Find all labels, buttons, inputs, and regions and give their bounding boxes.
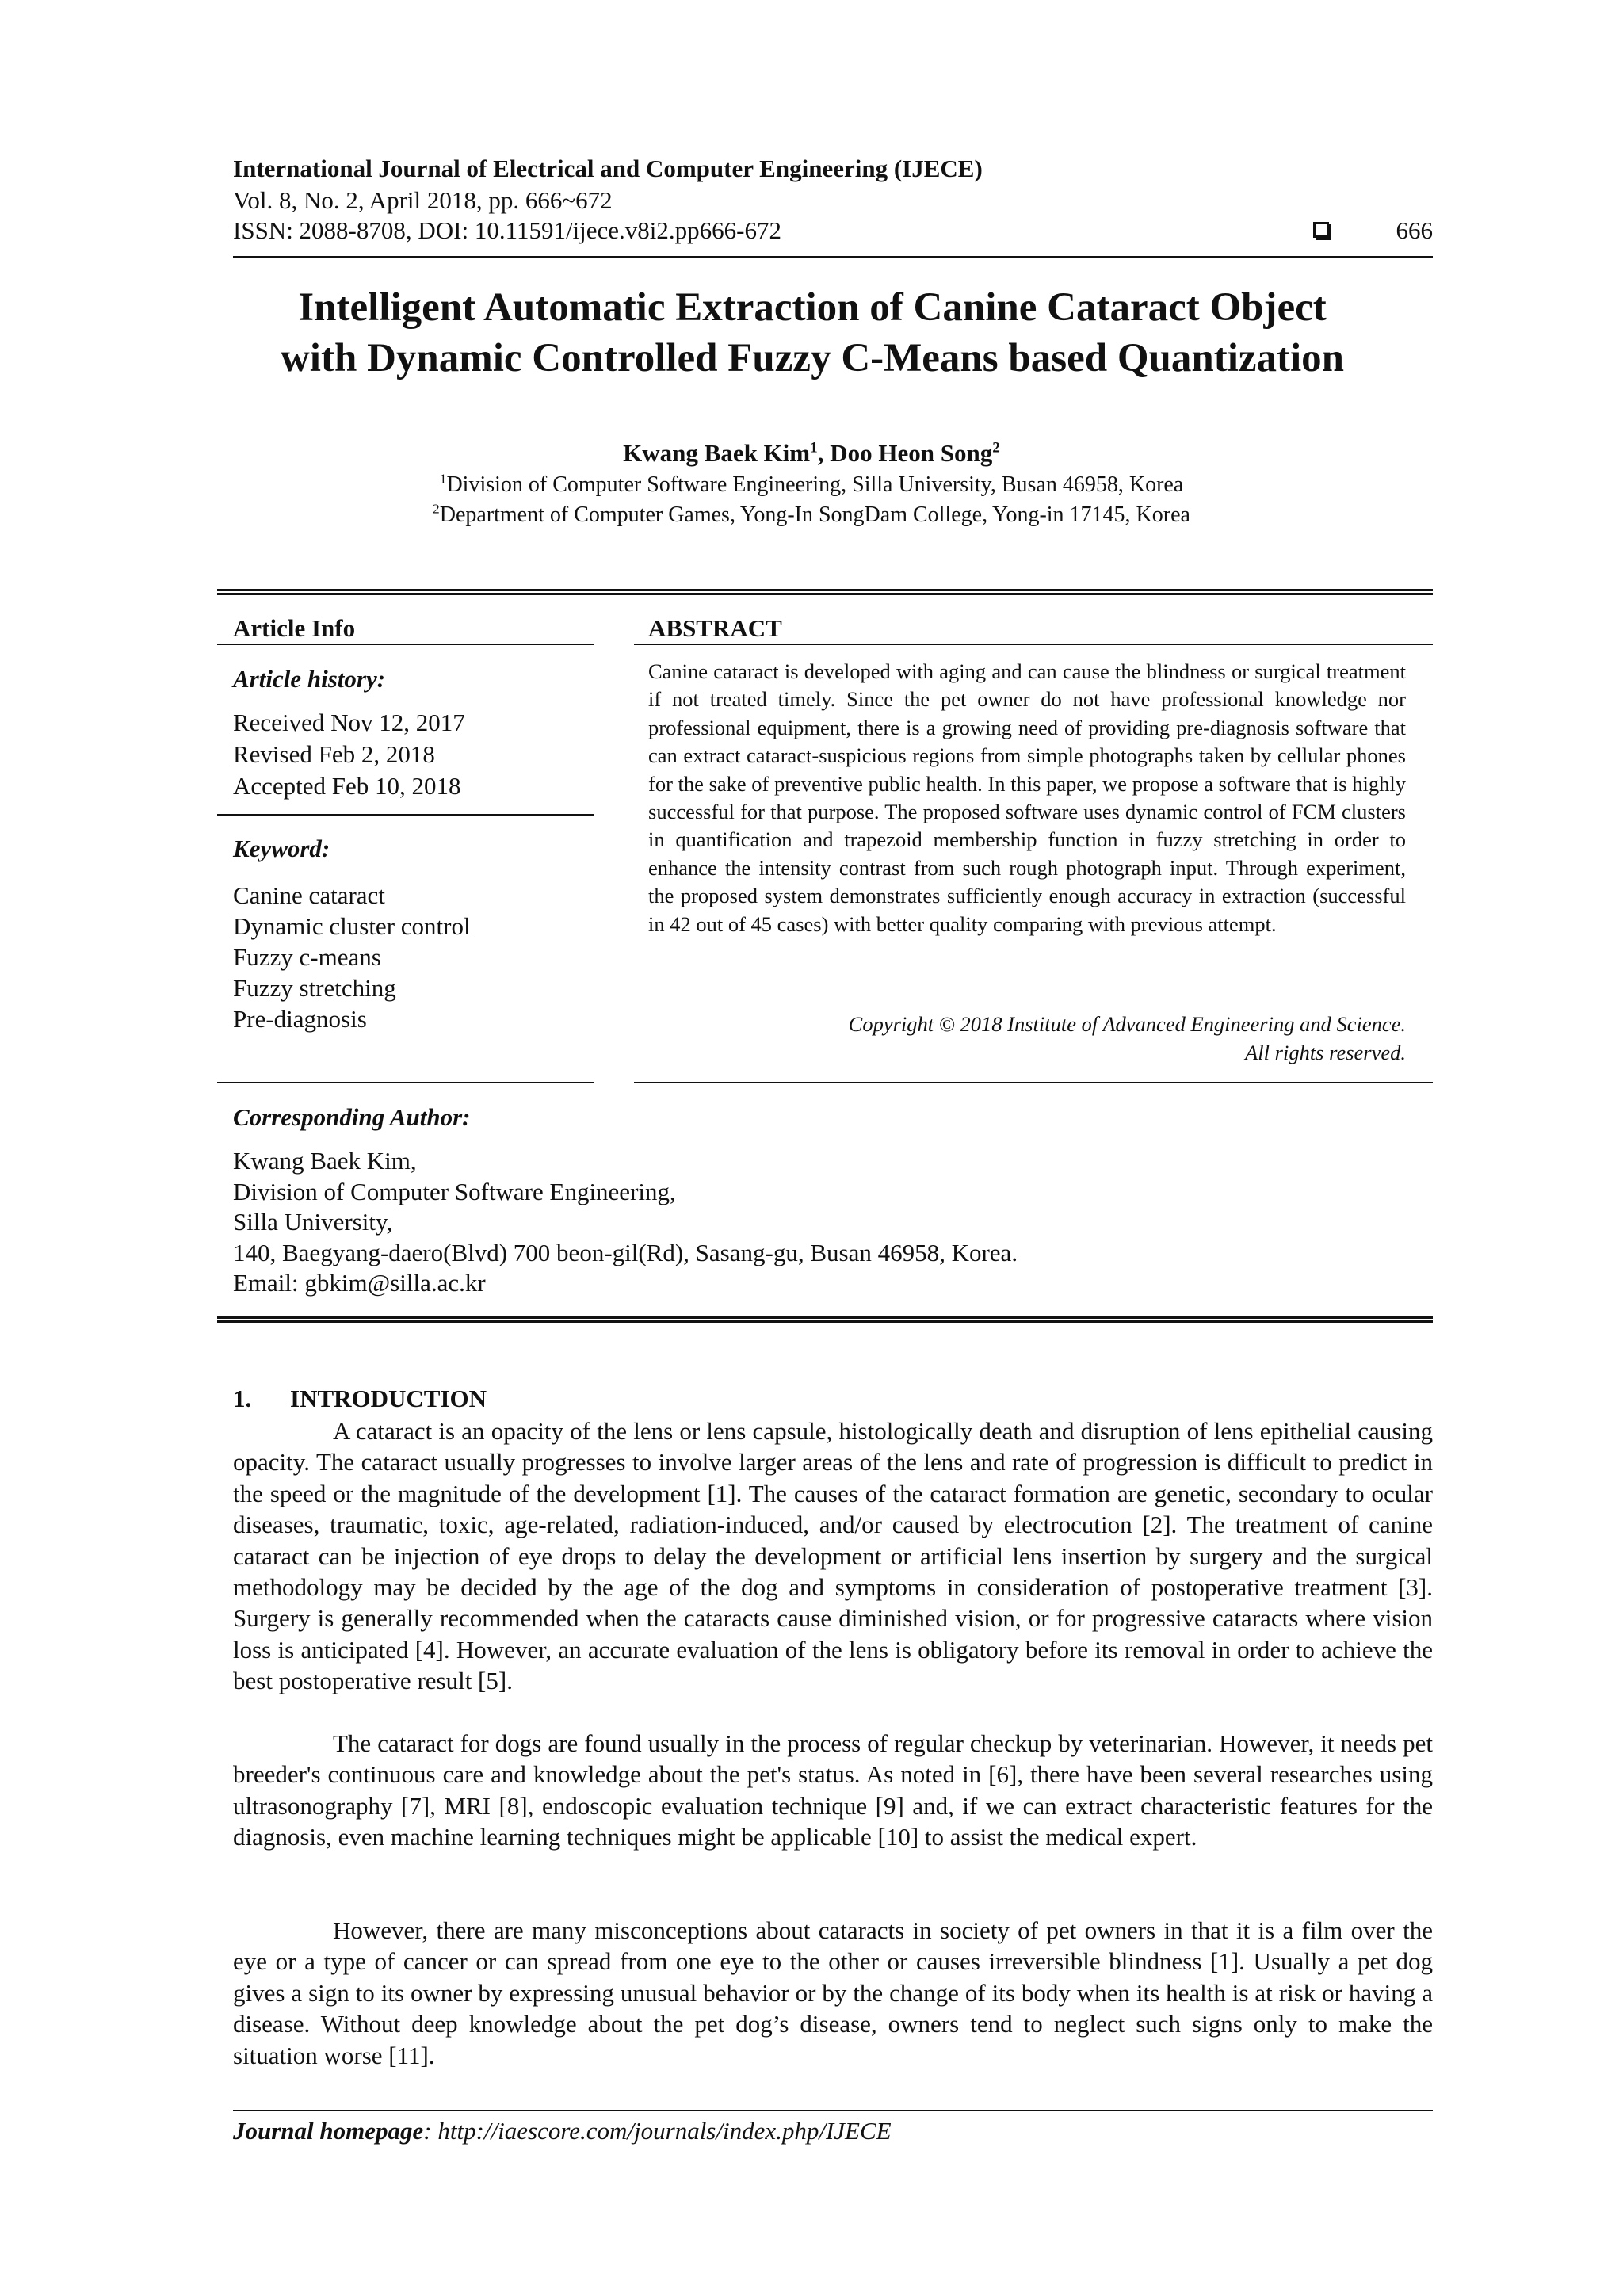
homepage-colon: : (423, 2117, 432, 2145)
keyword-item: Dynamic cluster control (233, 912, 471, 940)
author-1-affil-mark: 1 (810, 439, 818, 457)
copyright-line-2: All rights reserved. (1245, 1041, 1406, 1064)
keyword-list (233, 880, 471, 1034)
copyright-line-1: Copyright © 2018 Institute of Advanced Engineering and Science. (848, 1012, 1406, 1036)
article-info-heading: Article Info (233, 614, 356, 642)
keyword-item: Fuzzy stretching (233, 974, 396, 1002)
paper-title-line-2: with Dynamic Controlled Fuzzy C-Means based Quantization (280, 336, 1345, 380)
author-2: Doo Heon Song (830, 439, 993, 467)
affiliation-2 (0, 501, 1623, 529)
journal-issn-doi: ISSN: 2088-8708, DOI: 10.11591/ijece.v8i2.pp666-672 (233, 216, 781, 244)
authors (0, 437, 1623, 469)
abstract-text: Canine cataract is developed with aging and can cause the blindness or surgical treatment if not treated timely. Since the pet owner do not have professional knowledge nor professional equipment, there is a growing need of providing pre-diagnosis software that can extract cataract-suspicious regions from simple photographs taken by cellular phones for the sake of preventive public health. In this paper, we propose a software that is highly successful for that purpose. The proposed software uses dynamic control of FCM clusters in quantification and trapezoid membership function in fuzzy stretching in order to enhance the intensity contrast from such rough photograph input. Through experiment, the proposed system demonstrates sufficiently enough accuracy in extraction (successful in 42 out of 45 cases) with better quality comparing with previous attempt. (648, 659, 1406, 936)
affiliation-2-text: Department of Computer Games, Yong-In SongDam College, Yong-in 17145, Korea (439, 502, 1190, 527)
affiliation-1-mark: 1 (439, 471, 447, 487)
affiliation-1 (0, 471, 1623, 499)
affiliation-1-text: Division of Computer Software Engineering, Silla University, Busan 46958, Korea (446, 472, 1184, 497)
paper-title-line-1: Intelligent Automatic Extraction of Canine Cataract Object (298, 285, 1327, 330)
corresponding-email: Email: gbkim@silla.ac.kr (233, 1269, 486, 1297)
double-rule-top (217, 589, 1433, 595)
introduction-heading (233, 1384, 487, 1414)
abstract-bottom-rule (634, 1082, 1433, 1083)
abstract-heading: ABSTRACT (648, 614, 782, 642)
header-rule (233, 256, 1433, 258)
journal-name: International Journal of Electrical and Computer Engineering (IJECE) (233, 155, 983, 182)
history-rule (217, 814, 594, 816)
footer-rule (233, 2110, 1433, 2111)
journal-homepage (233, 2116, 892, 2146)
author-separator: , (817, 439, 831, 467)
corresponding-division: Division of Computer Software Engineering, (233, 1177, 676, 1205)
corresponding-address: 140, Baegyang-daero(Blvd) 700 beon-gil(Rd), Sasang-gu, Busan 46958, Korea. (233, 1238, 1018, 1266)
abstract-rule (634, 644, 1433, 645)
corresponding-name: Kwang Baek Kim, (233, 1147, 417, 1175)
paper-title (143, 282, 1482, 384)
author-1: Kwang Baek Kim (623, 439, 811, 467)
keyword-item: Pre-diagnosis (233, 1005, 367, 1033)
section-title: INTRODUCTION (290, 1385, 487, 1412)
intro-paragraph-3: However, there are many misconceptions about cataracts in society of pet owners in that it is a film over the eye or a type of cancer or can spread from one eye to the other or causes irreversible blindness [1]. Usually a pet dog gives a sign to its owner by expressing unusual behavior or by the change of its body when its health is at risk or having a disease. Without deep knowledge about the pet dog’s disease, owners tend to neglect such signs only to make the situation worse [11]. (233, 1916, 1433, 2069)
keyword-rule (217, 1082, 594, 1083)
history-accepted: Accepted Feb 10, 2018 (233, 772, 461, 800)
intro-paragraph-1: A cataract is an opacity of the lens or lens capsule, histologically death and disruption of lens epithelial causing opacity. The cataract usually progresses to involve larger areas of the lens and rate of progression is difficult to predict in the speed or the magnitude of the development [1]. The causes of the cataract formation are genetic, secondary to ocular diseases, traumatic, toxic, age-related, radiation-induced, and/or caused by electrocution [2]. The treatment of canine cataract can be injection of eye drops to delay the development or artificial lens insertion by surgery and the surgical methodology may be decided by the age of the dog and symptoms in consideration of postoperative treatment [3]. Surgery is generally recommended when the cataracts cause diminished vision, or for progressive cataracts where vision loss is anticipated [4]. However, an accurate evaluation of the lens is obligatory before its removal in order to achieve the best postoperative result [5]. (233, 1417, 1433, 1695)
keyword-item: Canine cataract (233, 881, 385, 909)
double-rule-bottom (217, 1316, 1433, 1323)
keyword-heading: Keyword: (233, 835, 330, 862)
homepage-link[interactable]: http://iaescore.com/journals/index.php/IJECE (431, 2117, 892, 2145)
homepage-label: Journal homepage (233, 2117, 424, 2145)
checkbox-square-icon (1313, 222, 1329, 238)
article-history-heading: Article history: (233, 665, 386, 693)
journal-volume: Vol. 8, No. 2, April 2018, pp. 666~672 (233, 186, 613, 214)
article-info-rule (217, 644, 594, 645)
article-history (233, 707, 465, 802)
section-number: 1. (233, 1385, 252, 1412)
corresponding-author-heading: Corresponding Author: (233, 1103, 471, 1131)
history-received: Received Nov 12, 2017 (233, 709, 465, 736)
affiliation-2-mark: 2 (433, 501, 440, 517)
keyword-item: Fuzzy c-means (233, 943, 381, 971)
corresponding-author-details (233, 1146, 1018, 1299)
author-2-affil-mark: 2 (992, 439, 1000, 457)
corresponding-university: Silla University, (233, 1208, 393, 1236)
intro-paragraph-2: The cataract for dogs are found usually in the process of regular checkup by veterinarian. However, it needs pet breeder's continuous care and knowledge about the pet's status. As noted in [6], there have been several researches using ultrasonography [7], MRI [8], endoscopic evaluation technique [9] and, if we can extract characteristic features for the diagnosis, even machine learning techniques might be applicable [10] to assist the medical expert. (233, 1729, 1433, 1851)
copyright (648, 1010, 1406, 1067)
history-revised: Revised Feb 2, 2018 (233, 740, 435, 768)
page-number: 666 (1396, 216, 1433, 244)
